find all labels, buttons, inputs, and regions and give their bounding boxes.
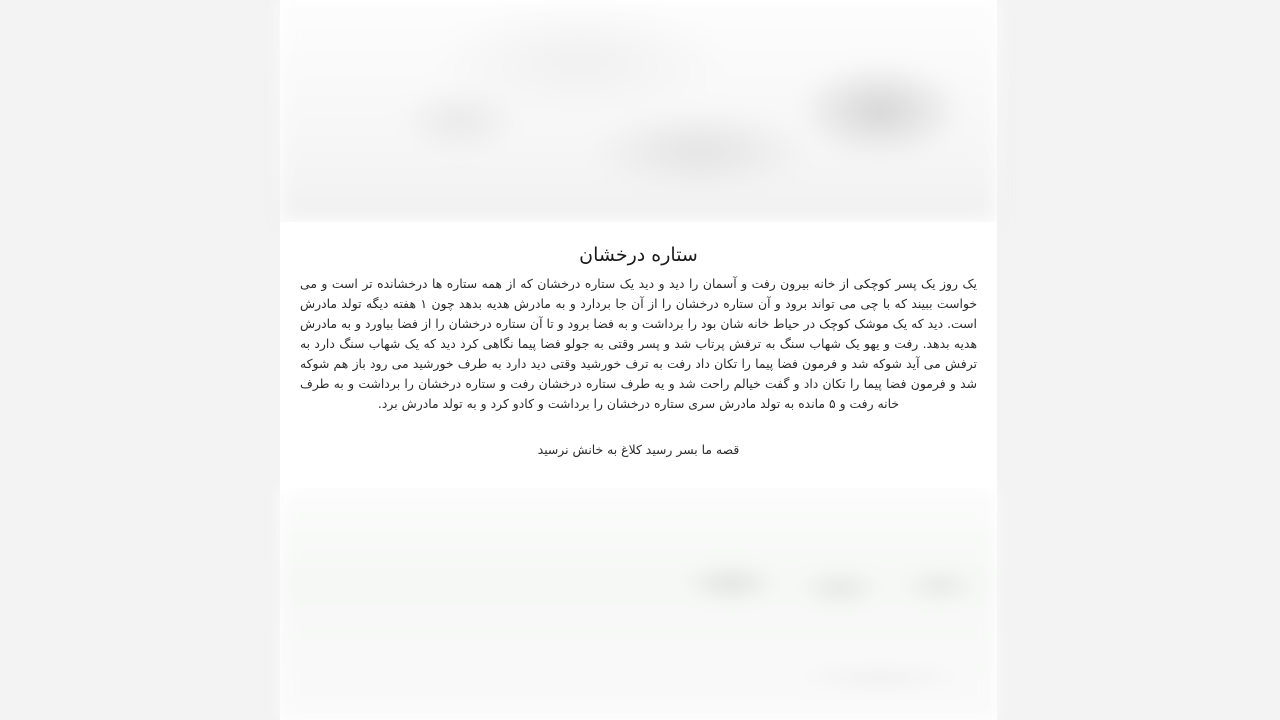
right-gutter xyxy=(997,0,1280,720)
story-closing-line: قصه ما بسر رسید کلاغ به خانش نرسید xyxy=(537,442,740,457)
story-paragraph: یک روز یک پسر کوچکی از خانه بیرون رفت و آسمان را دید و دید یک ستاره درخشان که از همه ستاره ها درخشانده تر است و می خواست ببیند که با چی می تواند برود و آن ستاره درخشان را از آن جا بردارد و به مادرش هدیه بدهد چون ۱ هفته دیگه تولد مادرش است. دید که یک موشک کوچک در حیاط خانه شان بود را برداشت و به فضا برود و تا آن ستاره درخشان را از فضا بیاورد و به مادرش هدیه بدهد. رفت و یهو یک شهاب سنگ به ترفش پرتاب شد و پسر وقتی به جولو فضا پیما نگاهی کرد دید که یک شهاب سنگ دارد به ترفش می آید شوکه شد و فرمون فضا پیما را تکان داد رفت به ترف خورشید وقتی دید دارد به طرف خورشید می رود باز هم شوکه شد و فرمون فضا پیما را تکان داد و گفت خیالم راحت شد و یه طرف ستاره درخشان رفت و ستاره درخشان را برداشت و به طرف خانه رفت و ۵ مانده به تولد مادرش سری ستاره درخشان را برداشت و کادو کرد و به تولد مادرش برد. xyxy=(300,276,978,411)
left-gutter xyxy=(0,0,280,720)
blurred-lower-content xyxy=(280,488,997,720)
page-title: ستاره درخشان xyxy=(579,244,698,266)
blurred-upper-content xyxy=(280,0,997,222)
story-card xyxy=(280,222,997,488)
story-content xyxy=(280,222,997,460)
